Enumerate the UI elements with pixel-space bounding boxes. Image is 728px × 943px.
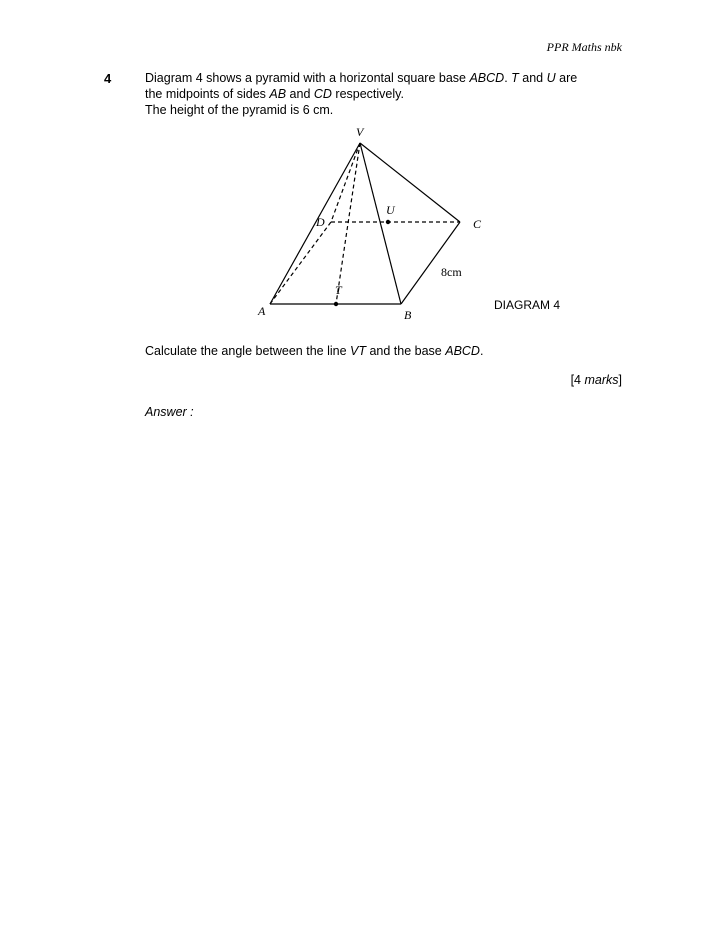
label-V: V xyxy=(356,125,364,139)
edge-AD xyxy=(270,222,331,304)
line-VT xyxy=(336,143,360,304)
question-line-2: the midpoints of sides AB and CD respectively. xyxy=(145,87,404,101)
edge-VA xyxy=(270,143,360,304)
question-line-1: Diagram 4 shows a pyramid with a horizontal square base ABCD. T and U are xyxy=(145,71,578,85)
label-B: B xyxy=(404,308,412,322)
edge-BC xyxy=(401,222,460,304)
label-C: C xyxy=(473,217,482,231)
edge-VC xyxy=(360,143,460,222)
label-D: D xyxy=(316,215,325,229)
side-length-label: 8cm xyxy=(441,265,462,279)
page-header: PPR Maths nbk xyxy=(546,40,622,54)
question-number: 4 xyxy=(104,71,112,86)
task-text: Calculate the angle between the line VT and the base ABCD. xyxy=(145,344,484,358)
diagram-caption: DIAGRAM 4 xyxy=(494,298,561,312)
label-A: A xyxy=(258,304,266,318)
question-line-3: The height of the pyramid is 6 cm. xyxy=(145,103,334,117)
label-U: U xyxy=(386,203,395,217)
edge-VD xyxy=(331,143,360,222)
marks-label: [4 marks] xyxy=(570,373,622,387)
point-U xyxy=(386,220,390,224)
answer-label: Answer : xyxy=(145,405,194,419)
label-T: T xyxy=(335,283,342,297)
edge-VB xyxy=(360,143,401,304)
point-T xyxy=(334,302,338,306)
